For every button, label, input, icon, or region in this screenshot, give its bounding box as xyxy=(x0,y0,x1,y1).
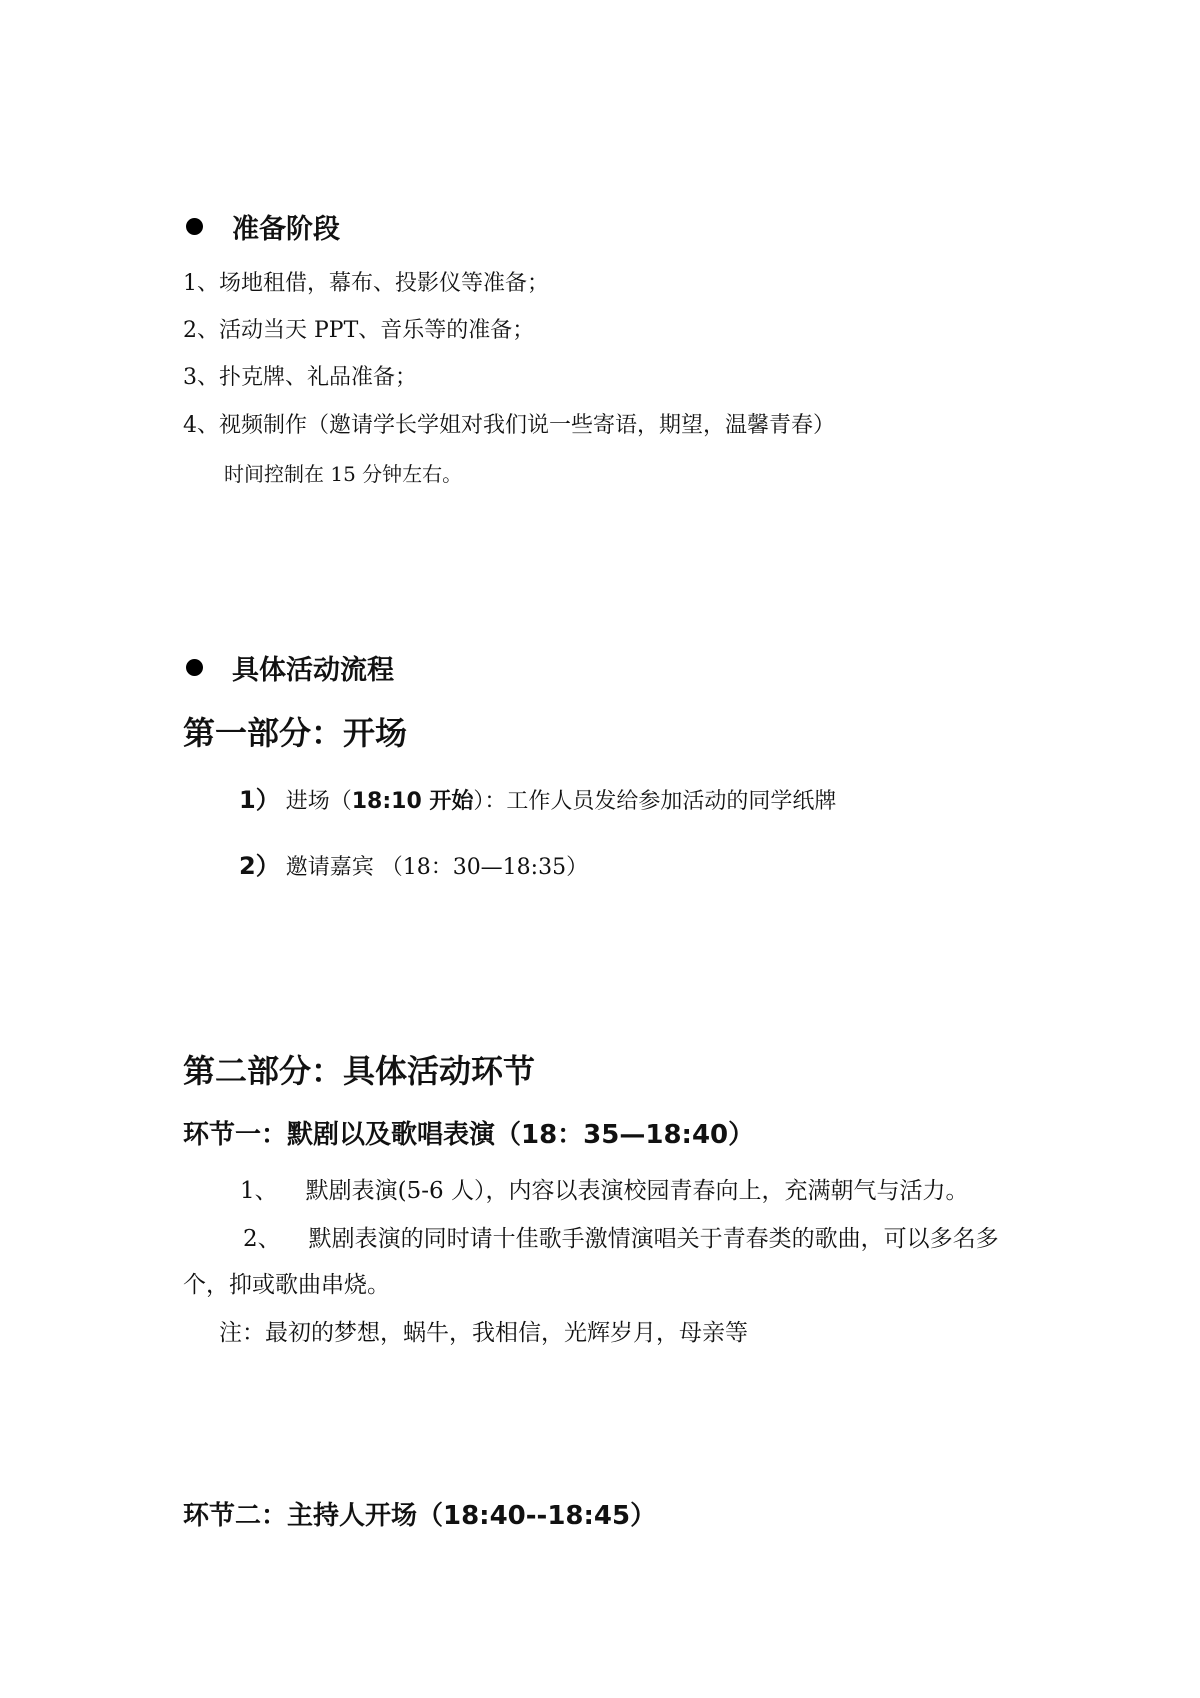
section1-line2-text: 默剧表演的同时请十佳歌手激情演唱关于青春类的歌曲，可以多名多 xyxy=(308,1226,999,1252)
section1-note: 注：最初的梦想，蜗牛，我相信，光辉岁月，母亲等 xyxy=(219,1320,748,1346)
flow-item-1-time: 18:10 开始 xyxy=(351,789,474,814)
prep-item-4: 4、视频制作（邀请学长学姐对我们说一些寄语，期望，温馨青春） xyxy=(183,413,835,438)
flow-item-2 xyxy=(239,846,588,881)
part2-title: 第二部分：具体活动环节 xyxy=(183,1052,536,1090)
section1-line2-cont: 个，抑或歌曲串烧。 xyxy=(183,1272,390,1298)
section1-title: 环节一：默剧以及歌唱表演（18：35—18:40） xyxy=(183,1120,755,1150)
prep-item-1: 1、场地租借，幕布、投影仪等准备； xyxy=(183,271,549,296)
prep-item-3: 3、扑克牌、礼品准备； xyxy=(183,365,417,390)
section-heading-prep: 准备阶段 xyxy=(232,214,340,245)
section1-line1-num: 1、 xyxy=(240,1178,278,1204)
flow-item-1 xyxy=(239,780,836,815)
part1-title: 第一部分：开场 xyxy=(183,714,408,752)
section1-line1-text: 默剧表演(5-6 人），内容以表演校园青春向上，充满朝气与活力。 xyxy=(305,1178,969,1204)
section-heading-flow: 具体活动流程 xyxy=(232,655,394,686)
bullet-dot-icon xyxy=(186,659,203,676)
flow-item-1-rest: ）：工作人员发给参加活动的同学纸牌 xyxy=(473,789,837,814)
flow-item-2-text: 邀请嘉宾 （18：30—18:35） xyxy=(285,855,589,880)
section1-line2-num: 2、 xyxy=(243,1226,281,1252)
prep-note: 时间控制在 15 分钟左右。 xyxy=(224,462,463,486)
prep-item-2: 2、活动当天 PPT、音乐等的准备； xyxy=(183,318,535,343)
section2-title: 环节二：主持人开场（18:40--18:45） xyxy=(183,1501,657,1531)
bullet-dot-icon xyxy=(186,218,203,235)
flow-item-1-prefix: 进场（ xyxy=(285,789,352,814)
flow-item-1-num: 1） xyxy=(239,786,280,814)
flow-item-2-num: 2） xyxy=(239,852,280,880)
section1-line2 xyxy=(243,1220,999,1253)
section1-line1 xyxy=(240,1172,968,1205)
